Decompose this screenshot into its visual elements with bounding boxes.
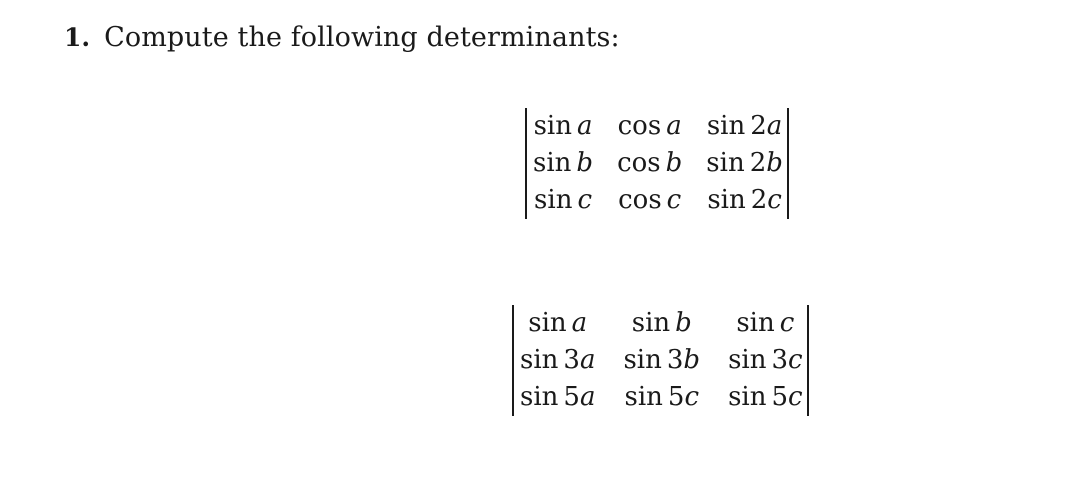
trig-function-name: cos [617, 147, 661, 178]
matrix-cell [514, 379, 609, 416]
trig-function-name: sin [706, 147, 745, 178]
variable: b [576, 147, 594, 178]
variable: c [779, 308, 795, 338]
trig-function-name: sin [528, 308, 567, 338]
matrix-row [514, 342, 807, 379]
coefficient: 3 [666, 344, 684, 375]
trig-function-name: sin [624, 381, 663, 412]
trig-function-name: cos [617, 111, 662, 141]
trig-function-name: sin [728, 344, 767, 375]
variable: b [675, 308, 692, 338]
coefficient: 3 [771, 344, 789, 375]
trig-function-name: sin [520, 344, 559, 375]
matrix-cell [694, 145, 787, 182]
problem-prompt: Compute the following determinants: [104, 22, 620, 53]
trig-function-name: sin [623, 344, 662, 375]
determinant-2 [512, 305, 809, 416]
matrix-cell [514, 305, 609, 342]
variable: a [576, 111, 593, 141]
matrix-cell [605, 145, 694, 182]
variable: c [684, 381, 700, 412]
variable: c [788, 381, 803, 412]
trig-function-name: sin [631, 308, 671, 338]
coefficient: 2 [750, 111, 767, 141]
variable: c [767, 184, 782, 215]
determinant-2-matrix [514, 305, 807, 416]
coefficient: 5 [667, 381, 685, 412]
matrix-cell [514, 342, 609, 379]
matrix-cell [714, 305, 807, 342]
matrix-cell [694, 108, 787, 145]
matrix-row [527, 182, 787, 219]
coefficient: 5 [563, 381, 580, 412]
variable: b [766, 147, 783, 178]
matrix-cell [527, 145, 605, 182]
coefficient: 3 [563, 344, 580, 375]
matrix-cell [609, 379, 714, 416]
trig-function-name: sin [728, 381, 767, 412]
matrix-cell [714, 379, 807, 416]
variable: a [666, 111, 682, 141]
variable: c [788, 344, 803, 375]
matrix-cell [714, 342, 807, 379]
matrix-cell [694, 182, 787, 219]
trig-function-name: sin [533, 147, 572, 178]
determinant-1 [525, 108, 789, 219]
matrix-row [514, 379, 807, 416]
trig-function-name: sin [534, 184, 573, 215]
matrix-row [527, 145, 787, 182]
problem-statement [64, 22, 620, 53]
trig-function-name: sin [520, 381, 559, 412]
determinant-right-bar [787, 108, 789, 219]
matrix-row [527, 108, 787, 145]
determinant-1-matrix [527, 108, 787, 219]
coefficient: 5 [771, 381, 789, 412]
matrix-cell [605, 182, 694, 219]
trig-function-name: sin [533, 111, 572, 141]
variable: a [579, 344, 596, 375]
coefficient: 2 [749, 147, 767, 178]
problem-number: 1. [64, 23, 91, 52]
matrix-row [514, 305, 807, 342]
variable: a [571, 308, 588, 338]
variable: a [579, 381, 596, 412]
coefficient: 2 [750, 184, 768, 215]
matrix-cell [609, 342, 714, 379]
determinant-right-bar [807, 305, 809, 416]
variable: c [577, 184, 593, 215]
variable: c [666, 184, 682, 215]
matrix-cell [527, 108, 605, 145]
matrix-cell [605, 108, 694, 145]
variable: b [665, 147, 683, 178]
matrix-cell [609, 305, 714, 342]
matrix-cell [527, 182, 605, 219]
variable: a [766, 111, 783, 141]
trig-function-name: sin [706, 111, 746, 141]
trig-function-name: sin [736, 308, 775, 338]
trig-function-name: sin [707, 184, 746, 215]
variable: b [683, 344, 701, 375]
trig-function-name: cos [618, 184, 662, 215]
